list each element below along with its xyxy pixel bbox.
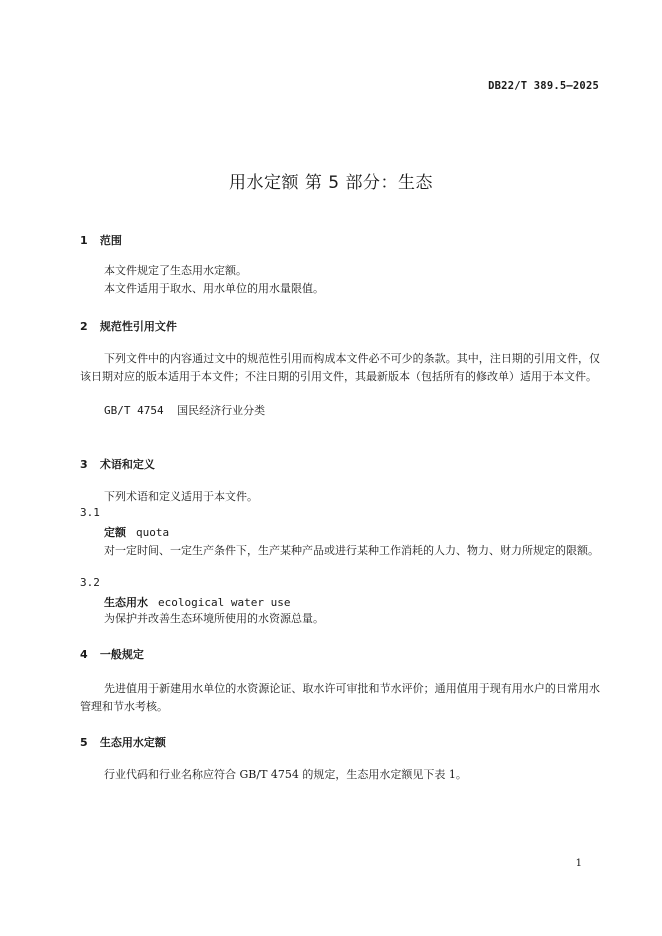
paragraph: 本文件适用于取水、用水单位的用水量限值。: [104, 282, 324, 295]
section-number: 5: [80, 736, 88, 749]
paragraph: 下列文件中的内容通过文中的规范性引用而构成本文件必不可少的条款。其中，注日期的引用文件，仅该日期对应的版本适用于本文件；不注日期的引用文件，其最新版本（包括所有的修改单）适用于本文件。: [80, 352, 600, 383]
term-english: quota: [136, 526, 170, 539]
page-title: 用水定额 第 5 部分：生态: [228, 173, 434, 193]
term-title: [104, 594, 290, 610]
term-number: 3.1: [80, 506, 100, 519]
paragraph: 先进值用于新建用水单位的水资源论证、取水许可审批和节水评价；通用值用于现有用水户的日常用水管理和节水考核。: [80, 682, 600, 713]
term-english: ecological water use: [158, 596, 291, 609]
section-number: 4: [80, 648, 88, 661]
section-title: 生态用水定额: [99, 736, 166, 749]
term-chinese: 定额: [104, 526, 126, 539]
paragraph: 行业代码和行业名称应符合 GB/T 4754 的规定，生态用水定额见下表 1。: [104, 768, 467, 781]
paragraph: 下列术语和定义适用于本文件。: [104, 490, 258, 503]
section-heading-3: [80, 456, 155, 472]
section-title: 规范性引用文件: [99, 320, 177, 333]
section-heading-2: [80, 318, 177, 334]
section-title: 一般规定: [99, 648, 144, 661]
reference-title: 国民经济行业分类: [177, 404, 266, 417]
section-heading-5: [80, 734, 166, 750]
section-title: 术语和定义: [99, 458, 155, 471]
reference-item: [104, 402, 265, 420]
section-heading-4: [80, 646, 144, 662]
page-number: 1: [575, 858, 582, 869]
term-definition: 对一定时间、一定生产条件下，生产某种产品或进行某种工作消耗的人力、物力、财力所规定的限额。: [104, 544, 599, 557]
paragraph: 本文件规定了生态用水定额。: [104, 264, 247, 277]
term-number: 3.2: [80, 576, 100, 589]
section-title: 范围: [99, 234, 122, 247]
section-number: 1: [80, 234, 88, 247]
reference-code: GB/T 4754: [104, 404, 164, 417]
section-heading-1: [80, 232, 122, 248]
term-title: [104, 524, 169, 540]
document-number: DB22/T 389.5—2025: [488, 80, 599, 92]
term-definition: 为保护并改善生态环境所使用的水资源总量。: [104, 612, 324, 625]
section-number: 3: [80, 458, 88, 471]
term-chinese: 生态用水: [104, 596, 148, 609]
section-number: 2: [80, 320, 88, 333]
